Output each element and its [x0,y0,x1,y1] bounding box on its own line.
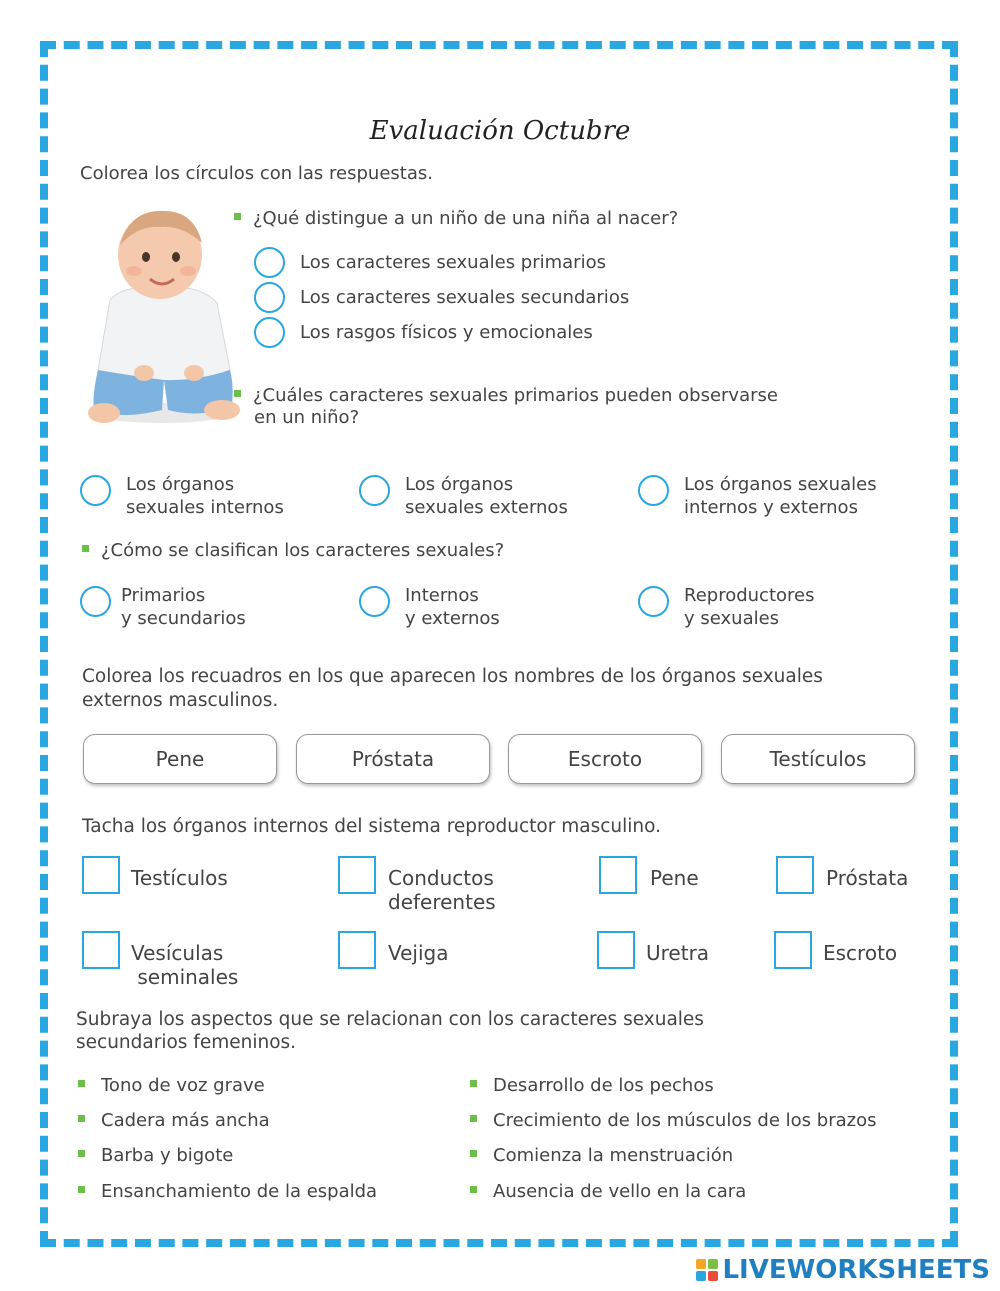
bullet-icon [78,1115,85,1122]
bullet-icon [470,1186,477,1193]
liveworksheets-icon [696,1259,718,1281]
q1-option-2: Los caracteres sexuales secundarios [300,287,630,308]
bullet-icon [470,1150,477,1157]
answer-circle[interactable] [80,586,111,617]
aspect-item[interactable]: Ensanchamiento de la espalda [78,1181,377,1202]
answer-circle[interactable] [254,247,285,278]
option-box-pene[interactable]: Pene [83,734,277,784]
answer-circle[interactable] [638,586,669,617]
question-2: ¿Cuáles caracteres sexuales primarios pueden observarse [234,385,778,407]
section1-instruction: Colorea los círculos con las respuestas. [80,163,433,184]
bullet-icon [78,1186,85,1193]
question-1: ¿Qué distingue a un niño de una niña al nacer? [234,208,678,230]
aspect-item[interactable]: Cadera más ancha [78,1110,270,1131]
option-box-prostata[interactable]: Próstata [296,734,490,784]
q3-option-1: Primarios y secundarios [121,585,246,629]
q3-option-3: Reproductores y sexuales [684,585,815,629]
checkbox-escroto[interactable] [774,931,812,969]
q2-option-3: Los órganos sexuales internos y externos [684,474,877,518]
label-testiculos: Testículos [131,866,228,890]
checkbox-uretra[interactable] [597,931,635,969]
answer-circle[interactable] [254,282,285,313]
label-escroto: Escroto [823,941,898,965]
checkbox-pene[interactable] [599,856,637,894]
label-prostata: Próstata [826,866,909,890]
label-vejiga: Vejiga [388,941,449,965]
aspect-item[interactable]: Tono de voz grave [78,1075,265,1096]
aspect-item[interactable]: Crecimiento de los músculos de los brazos [470,1110,876,1131]
answer-circle[interactable] [80,475,111,506]
answer-circle[interactable] [254,317,285,348]
q1-option-1: Los caracteres sexuales primarios [300,252,606,273]
aspect-item[interactable]: Comienza la menstruación [470,1145,733,1166]
bullet-icon [78,1150,85,1157]
baby-photo [82,205,242,430]
aspect-item[interactable]: Barba y bigote [78,1145,233,1166]
answer-circle[interactable] [359,475,390,506]
bullet-icon [470,1115,477,1122]
bullet-icon [234,213,241,220]
label-conductos: Conductos deferentes [388,866,496,914]
aspect-item[interactable]: Desarrollo de los pechos [470,1075,714,1096]
section4-instruction: Subraya los aspectos que se relacionan con los caracteres sexuales secundarios femeninos. [76,1009,704,1053]
question-3: ¿Cómo se clasifican los caracteres sexuales? [82,540,504,562]
liveworksheets-logo: LIVEWORKSHEETS [696,1256,990,1284]
q1-option-3: Los rasgos físicos y emocionales [300,322,593,343]
q2-option-1: Los órganos sexuales internos [126,474,284,518]
checkbox-prostata[interactable] [776,856,814,894]
checkbox-testiculos[interactable] [82,856,120,894]
section2-instruction: Colorea los recuadros en los que aparecen los nombres de los órganos sexuales externos masculinos. [82,666,823,711]
checkbox-vejiga[interactable] [338,931,376,969]
q2-option-2: Los órganos sexuales externos [405,474,568,518]
option-box-testiculos[interactable]: Testículos [721,734,915,784]
answer-circle[interactable] [359,586,390,617]
answer-circle[interactable] [638,475,669,506]
option-box-escroto[interactable]: Escroto [508,734,702,784]
q3-option-2: Internos y externos [405,585,500,629]
checkbox-conductos[interactable] [338,856,376,894]
label-pene: Pene [650,866,699,890]
bullet-icon [234,390,241,397]
label-uretra: Uretra [646,941,710,965]
question-2-line2: en un niño? [254,407,360,428]
bullet-icon [470,1080,477,1087]
bullet-icon [82,545,89,552]
checkbox-vesiculas[interactable] [82,931,120,969]
label-vesiculas: Vesículas seminales [131,941,239,989]
page-title: Evaluación Octubre [369,116,631,146]
section3-instruction: Tacha los órganos internos del sistema reproductor masculino. [82,816,662,837]
bullet-icon [78,1080,85,1087]
aspect-item[interactable]: Ausencia de vello en la cara [470,1181,746,1202]
